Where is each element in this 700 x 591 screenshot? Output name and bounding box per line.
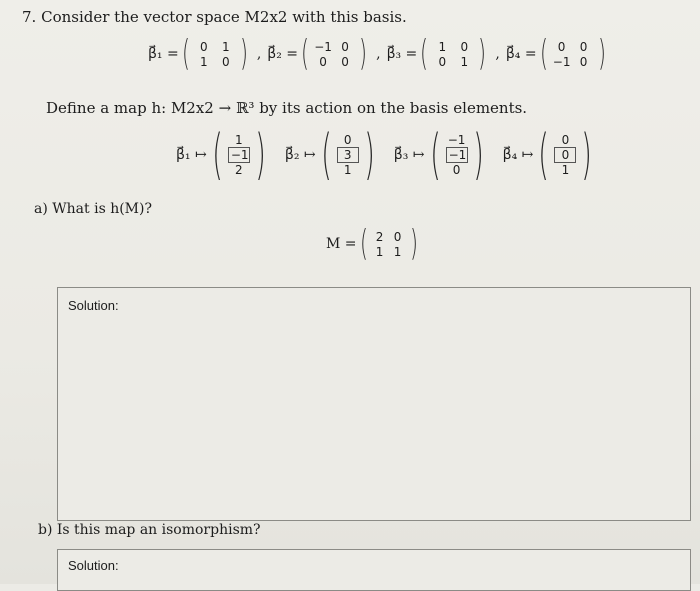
beta4-matrix: ( 0 0 −1 0 ) xyxy=(539,33,606,74)
basis-row: β⃗₁ = ( 0 1 1 0 ) , β⃗₂ = ( −1 0 0 0 ) , β⃗₃ = ( 1 0 0 1 ) , β⃗₄ = ( 0 0 −1 0 ) xyxy=(148,36,609,72)
beta1-label: β⃗₁ = xyxy=(148,46,179,62)
vector-entry: 0 xyxy=(452,163,461,177)
matrix-entry: 0 xyxy=(557,39,566,54)
h3-vector: ( −1 −1 0 ) xyxy=(429,123,484,186)
matrix-entry: 2 xyxy=(375,229,384,244)
solution-a-label: Solution: xyxy=(68,298,119,313)
h3-label: β⃗₃ ↦ xyxy=(393,147,425,163)
h2-label: β⃗₂ ↦ xyxy=(284,147,316,163)
matrix-entry: 1 xyxy=(221,39,230,54)
beta2-label: β⃗₂ = xyxy=(267,46,299,62)
vector-entry: −1 xyxy=(446,147,468,163)
vector-entry: 3 xyxy=(337,147,359,163)
m-label: M = xyxy=(326,236,357,252)
solution-b-box[interactable] xyxy=(57,549,691,591)
question-text: Consider the vector space M2x2 with this basis. xyxy=(41,8,407,26)
map-definition: Define a map h: M2x2 → ℝ³ by its action on the basis elements. xyxy=(46,99,528,117)
matrix-entry: −1 xyxy=(552,54,571,69)
vector-entry: 1 xyxy=(561,163,570,177)
solution-a-box[interactable] xyxy=(57,287,691,521)
vector-entry: −1 xyxy=(228,147,250,163)
matrix-entry: 1 xyxy=(460,54,469,69)
matrix-entry: −1 xyxy=(314,39,332,54)
h4-label: β⃗₄ ↦ xyxy=(502,147,534,163)
vector-entry: 0 xyxy=(561,133,570,147)
beta3-label: β⃗₃ = xyxy=(386,46,418,62)
h1-vector: ( 1 −1 2 ) xyxy=(212,123,266,186)
beta3-matrix: ( 1 0 0 1 ) xyxy=(420,33,487,74)
matrix-entry: 0 xyxy=(579,54,588,69)
matrix-entry: 0 xyxy=(221,54,230,69)
vector-entry: 1 xyxy=(234,133,243,147)
matrix-entry: 0 xyxy=(438,54,447,69)
beta1-matrix: ( 0 1 1 0 ) xyxy=(181,33,248,74)
vector-entry: −1 xyxy=(447,133,466,147)
matrix-entry: 0 xyxy=(393,229,402,244)
part-a-prompt: a) What is h(M)? xyxy=(34,201,152,217)
part-b-prompt: b) Is this map an isomorphism? xyxy=(38,522,261,538)
matrix-entry: 0 xyxy=(319,54,327,69)
h4-vector: ( 0 0 1 ) xyxy=(538,123,593,186)
h1-label: β⃗₁ ↦ xyxy=(176,147,207,163)
matrix-entry: 1 xyxy=(375,244,384,259)
map-row xyxy=(176,123,598,186)
vector-entry: 1 xyxy=(343,163,352,177)
matrix-entry: 0 xyxy=(341,39,349,54)
matrix-entry: 0 xyxy=(460,39,469,54)
matrix-entry: 0 xyxy=(199,39,208,54)
matrix-entry: 0 xyxy=(341,54,349,69)
m-matrix-row xyxy=(326,223,421,264)
beta2-matrix: ( −1 0 0 0 ) xyxy=(301,33,367,74)
vector-entry: 0 xyxy=(343,133,352,147)
h2-vector: ( 0 3 1 ) xyxy=(320,123,375,186)
vector-entry: 0 xyxy=(554,147,576,163)
beta4-label: β⃗₄ = xyxy=(505,46,537,62)
matrix-entry: 1 xyxy=(438,39,447,54)
matrix-entry: 0 xyxy=(579,39,588,54)
m-matrix: ( 2 0 1 1 ) xyxy=(359,223,418,264)
matrix-entry: 1 xyxy=(199,54,208,69)
solution-b-label: Solution: xyxy=(68,558,119,573)
question-number: 7. xyxy=(22,8,37,26)
question-title xyxy=(22,8,407,26)
vector-entry: 2 xyxy=(234,163,243,177)
matrix-entry: 1 xyxy=(393,244,402,259)
